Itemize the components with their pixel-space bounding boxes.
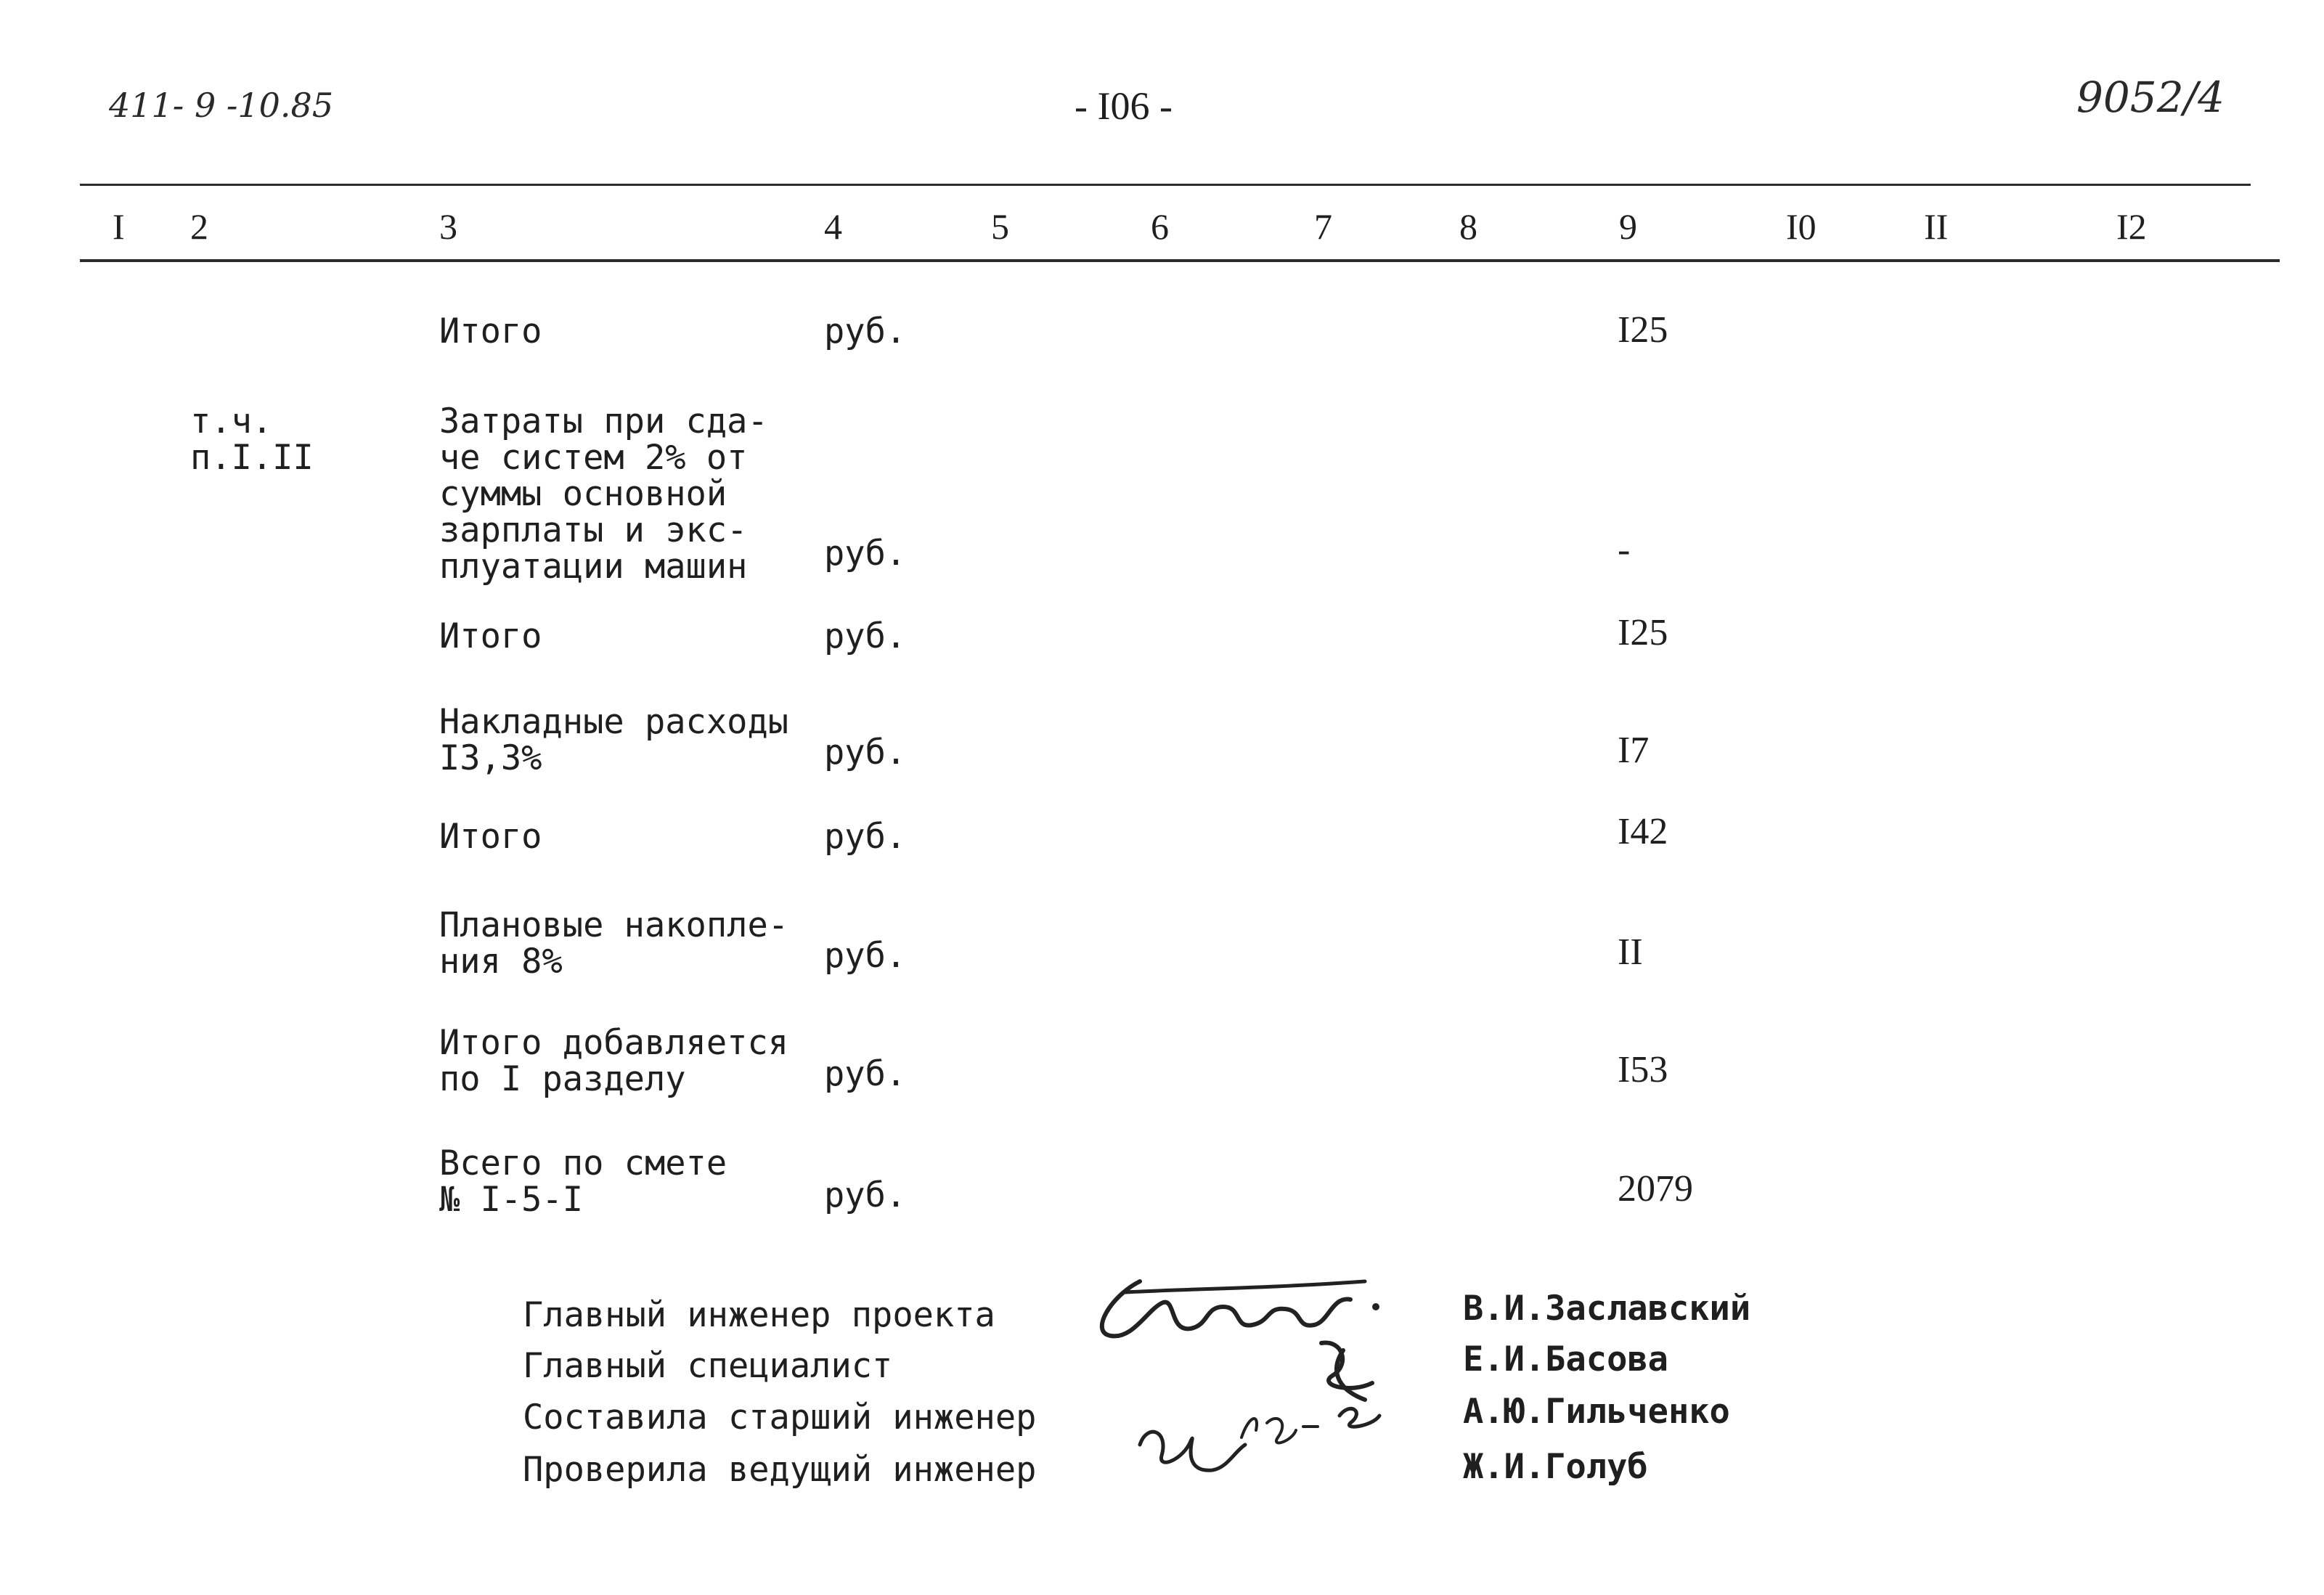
signatory-name: В.И.Заславский — [1463, 1289, 1751, 1329]
table-top-rule — [80, 184, 2251, 186]
document-code: 411- 9 -10.85 — [109, 86, 334, 125]
row-unit: руб. — [824, 616, 907, 656]
column-number-12: I2 — [2116, 206, 2147, 247]
signature-role: Главный инженер проекта — [523, 1295, 995, 1335]
signatory-name: Ж.И.Голуб — [1463, 1447, 1648, 1487]
column-number-6: 6 — [1151, 206, 1169, 247]
page-number: - I06 - — [1075, 84, 1173, 128]
column-number-10: I0 — [1786, 206, 1817, 247]
row-value: 2079 — [1618, 1168, 1693, 1209]
row-value: I25 — [1618, 612, 1668, 653]
row-description: Итого добавляется по I разделу — [439, 1023, 789, 1099]
signature-role: Проверила ведущий инженер — [523, 1450, 1037, 1490]
row-reference: т.ч. п.I.II — [190, 401, 314, 478]
signature-basova — [1300, 1336, 1401, 1408]
row-value: I7 — [1618, 730, 1650, 771]
row-unit: руб. — [824, 1054, 907, 1094]
row-unit: руб. — [824, 534, 907, 574]
row-unit: руб. — [824, 1175, 907, 1215]
row-value: II — [1618, 931, 1643, 973]
signatory-name: Е.И.Басова — [1463, 1339, 1668, 1379]
row-value: I25 — [1618, 309, 1668, 351]
row-description: Накладные расходы I3,3% — [439, 702, 789, 778]
row-value: I53 — [1618, 1049, 1668, 1090]
signature-gilchenko-golub — [1133, 1401, 1394, 1488]
column-number-8: 8 — [1459, 206, 1477, 247]
signature-role: Составила старший инженер — [523, 1398, 1037, 1437]
column-number-1: I — [113, 206, 125, 247]
column-number-4: 4 — [824, 206, 842, 247]
row-unit: руб. — [824, 311, 907, 351]
column-number-7: 7 — [1314, 206, 1332, 247]
row-description: Всего по смете № I-5-I — [439, 1143, 727, 1220]
row-description: Плановые накопле- ния 8% — [439, 905, 789, 982]
row-unit: руб. — [824, 936, 907, 976]
column-number-2: 2 — [190, 206, 208, 247]
sheet-code: 9052/4 — [2076, 73, 2225, 122]
row-description: Итого — [439, 616, 542, 656]
column-number-5: 5 — [991, 206, 1009, 247]
signatory-name: А.Ю.Гильченко — [1463, 1392, 1730, 1432]
row-description: Итого — [439, 817, 542, 857]
table-header-rule — [80, 259, 2280, 262]
row-unit: руб. — [824, 817, 907, 857]
column-number-11: II — [1924, 206, 1949, 247]
row-unit: руб. — [824, 733, 907, 772]
signature-role: Главный специалист — [523, 1346, 893, 1386]
column-number-3: 3 — [439, 206, 457, 247]
row-description: Затраты при сда- че систем 2% от суммы основной зарплаты и экс- плуатации машин — [439, 401, 768, 587]
column-number-9: 9 — [1619, 206, 1637, 247]
row-description: Итого — [439, 311, 542, 351]
row-value: - — [1618, 529, 1631, 571]
row-value: I42 — [1618, 811, 1668, 852]
